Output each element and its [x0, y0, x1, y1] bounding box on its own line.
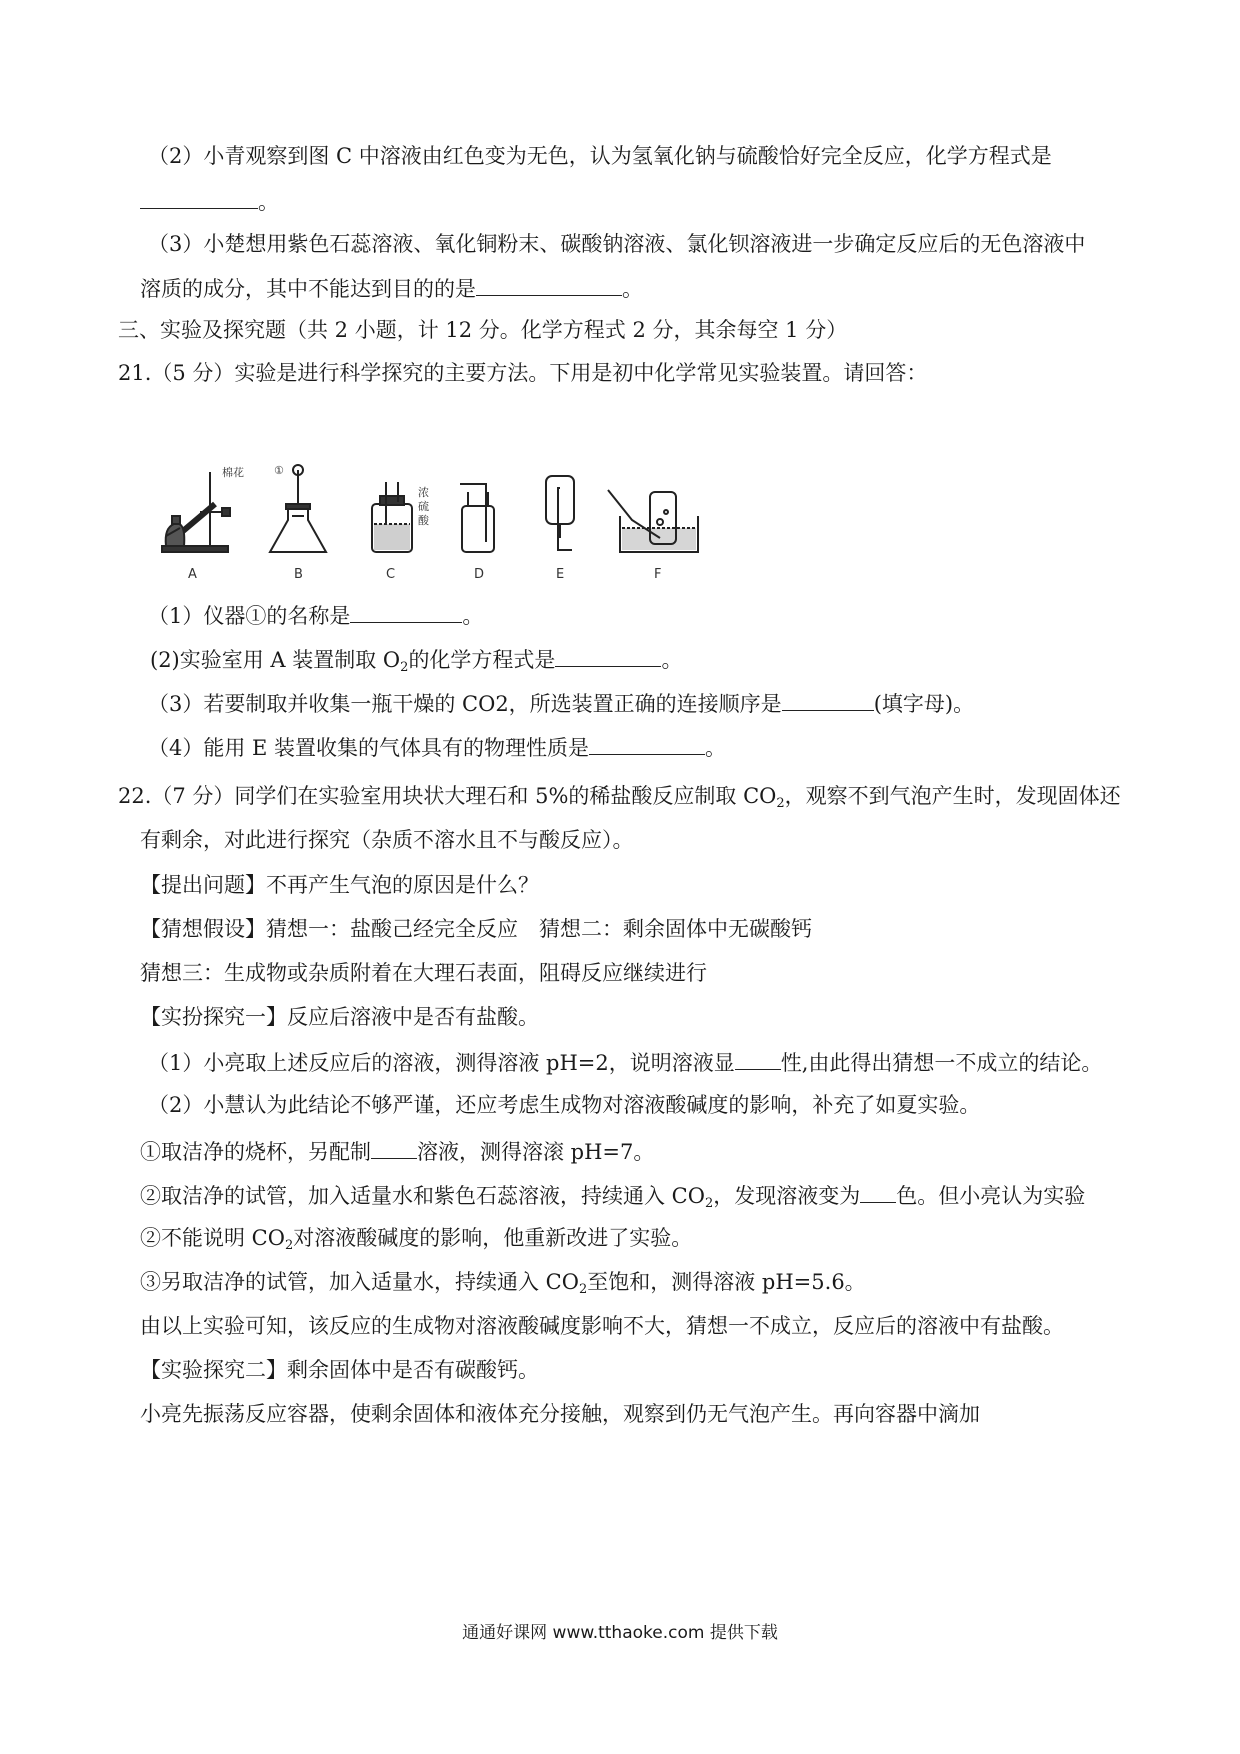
q22-hypothesis-1-2: 【猜想假设】猜想一：盐酸己经完全反应 猜想二：剩余固体中无碳酸钙: [140, 917, 812, 941]
page-footer: 通通好课网 www.tthaoke.com 提供下载: [462, 1623, 778, 1643]
answer-blank[interactable]: [735, 1051, 781, 1070]
answer-blank[interactable]: [476, 277, 622, 296]
q22-step1: ①取洁净的烧杯，另配制 溶液，测得溶滚 pH=7。: [140, 1140, 655, 1164]
q20-part3-line1: （3）小楚想用紫色石蕊溶液、氧化铜粉末、碳酸钠溶液、氯化钡溶液进一步确定反应后的无色溶液中: [148, 232, 1086, 256]
apparatus-figure: [160, 462, 780, 590]
q22-step2-note: ②不能说明 $CO_2$对溶液酸碱度的影响，他重新改进了实验。: [140, 1226, 693, 1253]
answer-blank[interactable]: [371, 1140, 417, 1159]
q20-part2-answer: 。: [140, 190, 279, 213]
answer-blank[interactable]: [140, 190, 258, 209]
answer-blank[interactable]: [350, 604, 462, 623]
q22-exp1-part1: （1）小亮取上述反应后的溶液，测得溶液 pH=2，说明溶液显 性,由此得出猜想一不成立的结论。: [148, 1051, 1103, 1075]
label-a: A: [188, 567, 197, 582]
answer-blank[interactable]: [589, 736, 705, 755]
label-f: F: [654, 567, 662, 582]
answer-blank[interactable]: [860, 1184, 896, 1203]
apparatus-f: [608, 490, 698, 552]
q22-question: 【提出问题】不再产生气泡的原因是什么？: [140, 873, 539, 897]
q22-exp2-title: 【实验探究二】剩余固体中是否有碳酸钙。: [140, 1358, 539, 1382]
label-e: E: [556, 567, 565, 582]
answer-blank[interactable]: [555, 648, 661, 667]
q22-step3: ③另取洁净的试管，加入适量水，持续通入 $CO_2$至饱和，测得溶液 pH=5.6。: [140, 1270, 866, 1297]
q21-part3: （3）若要制取并收集一瓶干燥的 CO2，所选装置正确的连接顺序是 (填字母)。: [148, 692, 975, 716]
q20-part3-line2: 溶质的成分，其中不能达到目的的是 。: [140, 277, 643, 301]
acid-label-1: 浓: [418, 486, 429, 499]
q22-exp1-title: 【实扮探究一】反应后溶液中是否有盐酸。: [140, 1005, 539, 1029]
q21-stem: 21.（5 分）实验是进行科学探究的主要方法。下用是初中化学常见实验装置。请回答：: [118, 361, 928, 385]
q21-part1: （1）仪器①的名称是 。: [148, 604, 484, 628]
apparatus-a: [162, 472, 230, 552]
q22-exp1-part2: （2）小慧认为此结论不够严谨，还应考虑生成物对溶液酸碱度的影响，补充了如夏实验。: [148, 1093, 981, 1117]
instrument-1-label: ①: [274, 464, 284, 477]
q22-step2: ②取洁净的试管，加入适量水和紫色石蕊溶液，持续通入 $CO_2$，发现溶液变为 色。但小亮认为实验: [140, 1184, 1086, 1211]
q20-part2: （2）小青观察到图 C 中溶液由红色变为无色，认为氢氧化钠与硫酸恰好完全反应，化学方程式是: [148, 144, 1052, 168]
section-heading: 三、实验及探究题（共 2 小题，计 12 分。化学方程式 2 分，其余每空 1 分）: [118, 318, 848, 342]
q21-part4: （4）能用 E 装置收集的气体具有的物理性质是 。: [148, 736, 727, 760]
acid-label-2: 硫: [418, 500, 429, 513]
cotton-label: 棉花: [222, 466, 244, 479]
acid-label-3: 酸: [418, 514, 429, 527]
q22-exp2-paragraph: 小亮先振荡反应容器，使剩余固体和液体充分接触，观察到仍无气泡产生。再向容器中滴加: [140, 1402, 980, 1426]
q22-stem-line1: 22.（7 分）同学们在实验室用块状大理石和 5%的稀盐酸反应制取 $CO_2$，观察不到气泡产生时，发现固体还: [118, 784, 1121, 811]
q22-conclusion: 由以上实验可知，该反应的生成物对溶液酸碱度影响不大，猜想一不成立，反应后的溶液中有盐酸。: [140, 1314, 1064, 1338]
label-d: D: [474, 567, 485, 582]
apparatus-e: [546, 476, 574, 550]
q21-part2: (2)实验室用 A 装置制取 $O_2$的化学方程式是 。: [150, 648, 683, 675]
apparatus-b: [270, 465, 326, 552]
label-c: C: [386, 567, 396, 582]
q22-stem-line2: 有剩余，对此进行探究（杂质不溶水且不与酸反应）。: [140, 828, 634, 852]
q22-hypothesis-3: 猜想三：生成物或杂质附着在大理石表面，阻碍反应继续进行: [140, 961, 707, 985]
label-b: B: [294, 567, 303, 582]
apparatus-c: [372, 482, 412, 552]
apparatus-d: [460, 484, 494, 552]
answer-blank[interactable]: [782, 692, 874, 711]
